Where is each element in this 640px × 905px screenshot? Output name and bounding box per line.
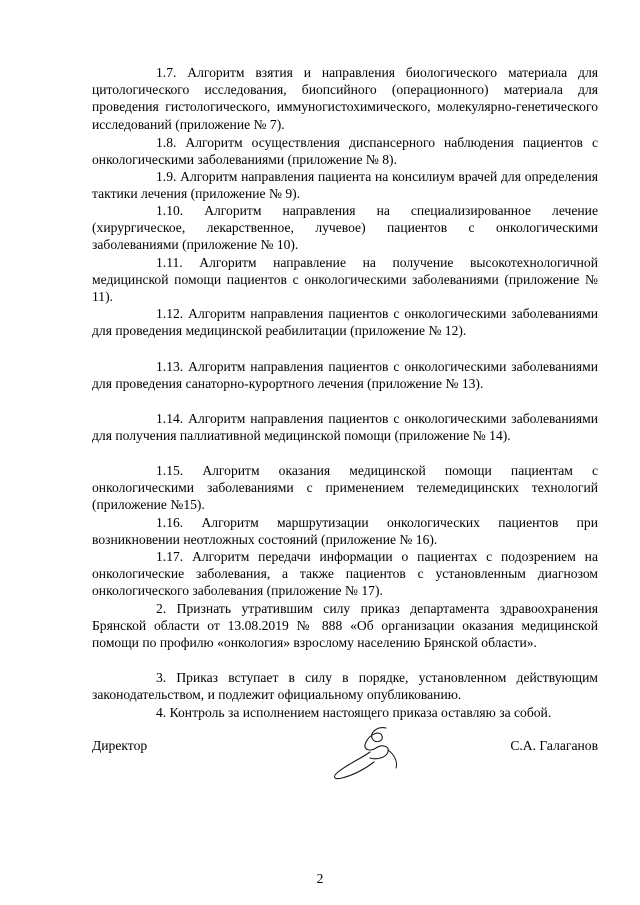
paragraph-text: Алгоритм направления пациентов с онкологическими заболеваниями для проведения санаторно-курортного лечения (приложение № 13). — [92, 359, 599, 392]
paragraph-number: 1.12. — [156, 306, 184, 321]
paragraph-number: 1.8. — [156, 135, 177, 150]
paragraph-1-13 — [92, 358, 598, 392]
signatory-title: Директор — [92, 738, 148, 753]
paragraph-1-14 — [92, 410, 598, 444]
paragraph-number: 1.16. — [156, 515, 184, 530]
signatory-name: С.А. Галаганов — [510, 738, 598, 753]
paragraph-1-12 — [92, 305, 598, 339]
paragraph-text: Алгоритм направление на получение высокотехнологичной медицинской помощи пациентов с онкологическими заболеваниями (приложение № 11). — [92, 255, 598, 305]
paragraph-number: 2. — [156, 601, 167, 616]
paragraph-number: 1.7. — [156, 65, 177, 80]
paragraph-text: Приказ вступает в силу в порядке, установленном действующим законодательством, и подлежит официальному опубликованию. — [92, 670, 598, 703]
paragraph-text: Алгоритм направления на специализированное лечение (хирургическое, лекарственное, лучевое) пациентов с онкологическими заболеваниями (приложение № 10). — [92, 203, 598, 253]
paragraph-1-17 — [92, 548, 598, 600]
paragraph-4 — [92, 704, 598, 721]
paragraph-text: Контроль за исполнением настоящего приказа оставляю за собой. — [169, 705, 552, 720]
paragraph-number: 1.15. — [156, 463, 184, 478]
paragraph-number: 3. — [156, 670, 167, 685]
paragraph-number: 4. — [156, 705, 167, 720]
paragraph-text: Алгоритм осуществления диспансерного наблюдения пациентов с онкологическими заболеваниями (приложение № 8). — [92, 135, 598, 168]
paragraph-text: Алгоритм направления пациентов с онкологическими заболеваниями для получения паллиативной медицинской помощи (приложение № 14). — [92, 411, 599, 444]
paragraph-1-10 — [92, 202, 598, 254]
paragraph-text: Признать утратившим силу приказ департамента здравоохранения Брянской области от 13.08.2019 № 888 «Об организации оказания медицинской помощи по профилю «онкология» взрослому населению Брянской области». — [92, 601, 598, 651]
paragraph-1-11 — [92, 254, 598, 306]
paragraph-text: Алгоритм передачи информации о пациентах с подозрением на онкологические заболевания, а также пациентов с установленным диагнозом онкологического заболевания (приложение № 17). — [92, 549, 598, 599]
paragraph-number: 1.10. — [156, 203, 184, 218]
paragraph-2 — [92, 600, 598, 652]
handwritten-signature — [326, 722, 408, 784]
paragraph-number: 1.11. — [156, 255, 183, 270]
paragraph-text: Алгоритм направления пациентов с онкологическими заболеваниями для проведения медицинской реабилитации (приложение № 12). — [92, 306, 599, 339]
paragraph-1-7 — [92, 64, 598, 133]
paragraph-number: 1.14. — [156, 411, 184, 426]
paragraph-1-8 — [92, 134, 598, 168]
paragraph-1-16 — [92, 514, 598, 548]
paragraph-number: 1.13. — [156, 359, 184, 374]
paragraph-text: Алгоритм взятия и направления биологического материала для цитологического исследования, биопсийного (операционного) материала для проведения гистологического, иммуногистохимического, молекулярно-генетического исследований (приложение № 7). — [92, 65, 598, 132]
page-number: 2 — [316, 871, 324, 886]
paragraph-text: Алгоритм оказания медицинской помощи пациентам с онкологическими заболеваниями с применением телемедицинских технологий (приложение №15). — [92, 463, 598, 513]
paragraph-1-15 — [92, 462, 598, 514]
paragraph-number: 1.17. — [156, 549, 184, 564]
paragraph-number: 1.9. — [156, 169, 177, 184]
paragraph-text: Алгоритм маршрутизации онкологических пациентов при возникновении неотложных состояний (приложение № 16). — [92, 515, 598, 548]
paragraph-text: Алгоритм направления пациента на консилиум врачей для определения тактики лечения (приложение № 9). — [92, 169, 598, 202]
paragraph-1-9 — [92, 168, 598, 202]
paragraph-3 — [92, 669, 598, 703]
